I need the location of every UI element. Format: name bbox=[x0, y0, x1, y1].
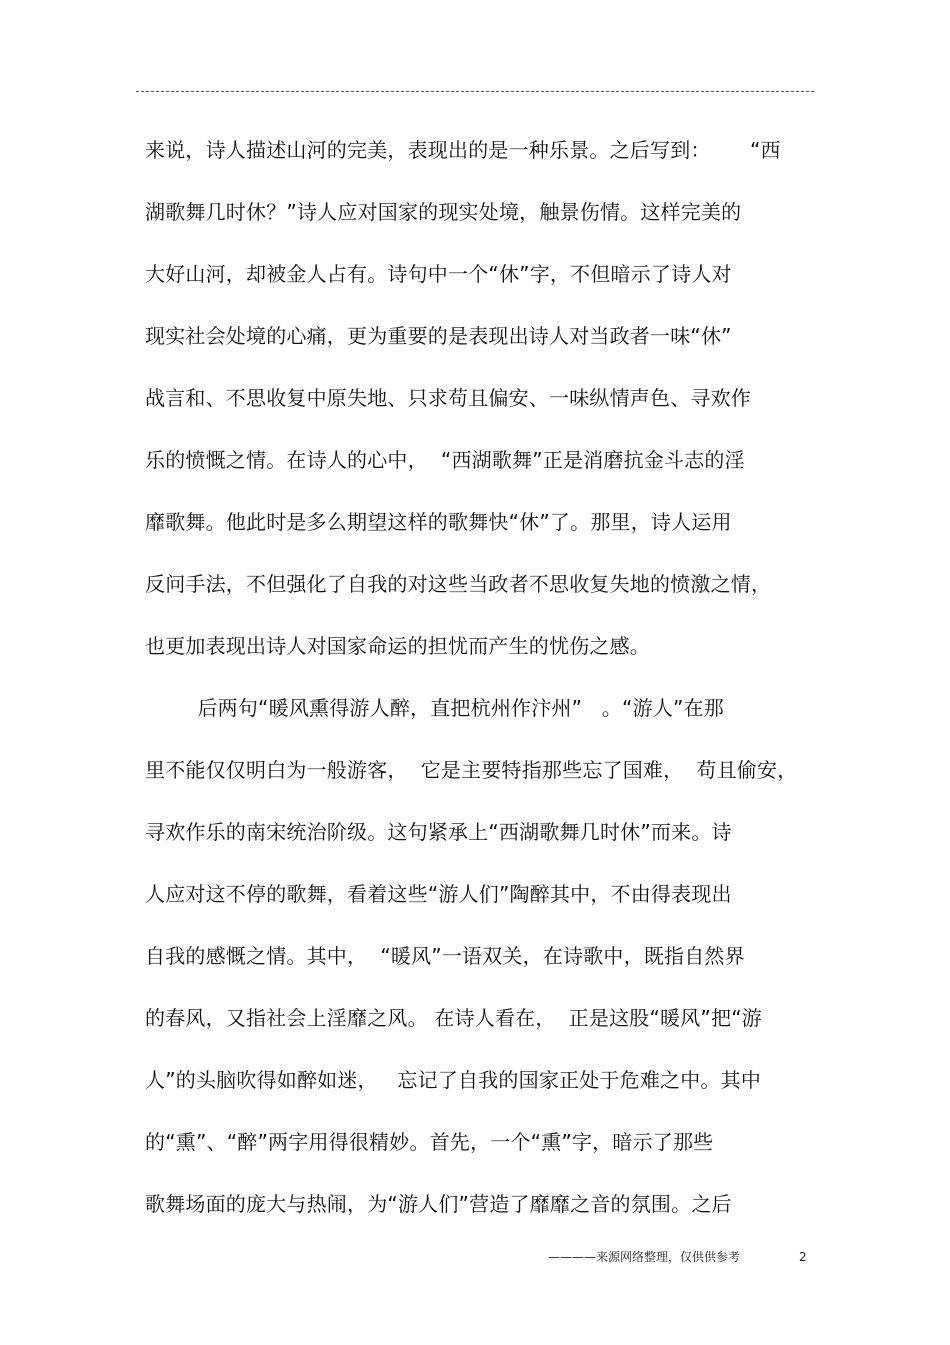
text-line: 靡歌舞。他此时是多么期望这样的歌舞快“休”了。那里，诗人运用 bbox=[145, 510, 732, 534]
text-line: 也更加表现出诗人对国家命运的担忧而产生的忧伤之感。 bbox=[145, 634, 650, 658]
text-line: 现实社会处境的心痛，更为重要的是表现出诗人对当政者一味“休” bbox=[145, 324, 732, 348]
text-line: 战言和、不思收复中原失地、只求苟且偏安、一味纵情声色、寻欢作 bbox=[145, 386, 751, 410]
text-line: 自我的感慨之情。其中， “暖风”一语双关，在诗歌中，既指自然界 bbox=[145, 944, 745, 968]
text-line: 寻欢作乐的南宋统治阶级。这句紧承上“西湖歌舞几时休”而来。诗 bbox=[145, 820, 732, 844]
footer-source-note: ————来源网络整理，仅供供参考 bbox=[548, 1250, 741, 1264]
document-body bbox=[145, 130, 815, 1246]
text-line: 反问手法，不但强化了自我的对这些当政者不思收复失地的愤激之情， bbox=[145, 572, 772, 596]
text-line: 湖歌舞几时休？”诗人应对国家的现实处境，触景伤情。这样完美的 bbox=[145, 200, 742, 224]
text-line: 的“熏”、“醉”两字用得很精妙。首先，一个“熏”字，暗示了那些 bbox=[145, 1130, 714, 1154]
text-line: 歌舞场面的庞大与热闹，为“游人们”营造了靡靡之音的氛围。之后 bbox=[145, 1192, 732, 1216]
page-number: 2 bbox=[799, 1250, 807, 1264]
text-line: 乐的愤慨之情。在诗人的心中， “西湖歌舞”正是消磨抗金斗志的淫 bbox=[145, 448, 745, 472]
text-line: 来说，诗人描述山河的完美，表现出的是一种乐景。之后写到： “西 bbox=[145, 138, 781, 162]
paragraph-start-line: 后两句“暖风熏得游人醉，直把杭州作汴州” 。“游人”在那 bbox=[145, 696, 724, 720]
text-line: 大好山河，却被金人占有。诗句中一个“休”字，不但暗示了诗人对 bbox=[145, 262, 732, 286]
text-line: 人应对这不停的歌舞，看着这些“游人们”陶醉其中，不由得表现出 bbox=[145, 882, 732, 906]
text-line: 人”的头脑吹得如醉如迷， 忘记了自我的国家正处于危难之中。其中 bbox=[145, 1068, 762, 1092]
text-line: 里不能仅仅明白为一般游客， 它是主要特指那些忘了国难， 苟且偷安， bbox=[145, 758, 798, 782]
text-line: 的春风，又指社会上淫靡之风。 在诗人看在， 正是这股“暖风”把“游 bbox=[145, 1006, 762, 1030]
header-divider bbox=[136, 91, 814, 92]
